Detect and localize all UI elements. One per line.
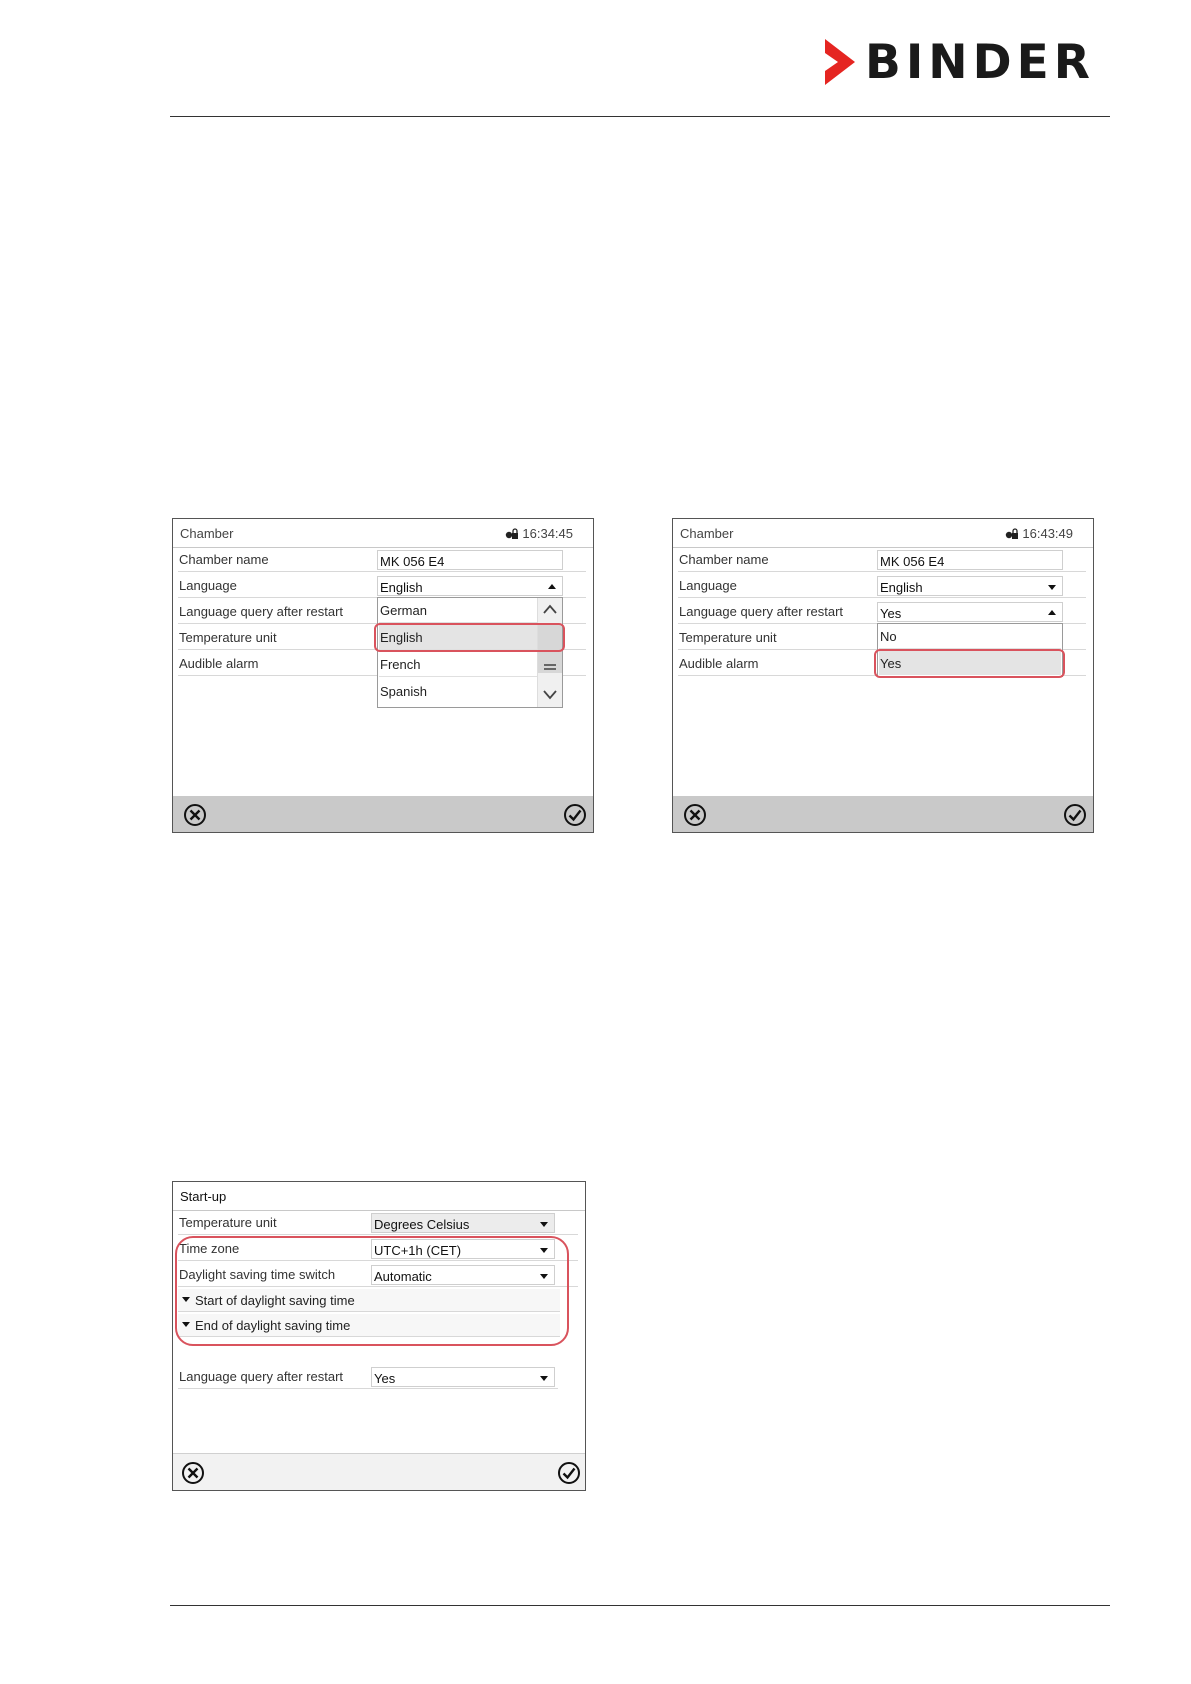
scroll-down-icon[interactable] (543, 690, 557, 700)
header-divider (170, 116, 1110, 117)
field-value: English (380, 580, 423, 595)
row-label: Temperature unit (179, 1215, 277, 1230)
cancel-icon[interactable] (181, 1461, 205, 1485)
footer-divider (170, 1605, 1110, 1606)
option-english[interactable]: English (379, 625, 537, 650)
field-value: Degrees Celsius (374, 1217, 470, 1232)
language-query-select[interactable] (877, 602, 1063, 622)
field-value: UTC+1h (CET) (374, 1243, 462, 1258)
field-value: English (880, 580, 923, 595)
screen-footer (673, 796, 1093, 832)
binder-logo (825, 34, 1095, 90)
option-no[interactable]: No (879, 624, 1061, 649)
screen-footer (173, 796, 593, 832)
row-label: Language query after restart (179, 1369, 344, 1384)
daylight-settings-highlight (175, 1236, 569, 1346)
startup-screen (172, 1181, 586, 1491)
row-label: Language (179, 578, 237, 593)
section-label: Start of daylight saving time (195, 1293, 355, 1308)
field-value: Yes (880, 606, 902, 621)
row-label: Audible alarm (679, 656, 759, 671)
language-select[interactable] (377, 576, 563, 596)
confirm-icon[interactable] (1063, 803, 1087, 827)
option-spanish[interactable]: Spanish (380, 684, 427, 699)
dropdown-arrow-icon (548, 584, 556, 589)
dropdown-scrollbar[interactable] (537, 598, 562, 707)
screen-header (673, 519, 1093, 548)
lock-icon (505, 528, 519, 540)
screen-title: Chamber (680, 526, 734, 541)
option-french[interactable]: French (379, 652, 537, 677)
cancel-icon[interactable] (183, 803, 207, 827)
language-query-select[interactable] (371, 1367, 555, 1387)
row-label: Chamber name (179, 552, 269, 567)
language-select[interactable] (877, 576, 1063, 596)
confirm-icon[interactable] (557, 1461, 581, 1485)
selection-highlight (874, 649, 1065, 678)
brand-name: BINDER (865, 34, 1095, 90)
temperature-unit-select[interactable] (371, 1213, 555, 1233)
chamber-screen-language (172, 518, 594, 833)
chamber-screen-query (672, 518, 1094, 833)
row-label: Language query after restart (179, 604, 344, 619)
screen-title: Start-up (180, 1189, 227, 1204)
field-value: Automatic (374, 1269, 432, 1284)
row-label: Temperature unit (179, 630, 277, 645)
row-label: Audible alarm (179, 656, 259, 671)
row-label: Language (679, 578, 737, 593)
clock (505, 526, 573, 541)
screen-title: Chamber (180, 526, 234, 541)
option-german[interactable]: German (379, 598, 537, 623)
dropdown-arrow-icon (1048, 585, 1056, 590)
language-dropdown-list (377, 597, 563, 708)
screen-header (173, 1182, 585, 1211)
screen-footer (173, 1453, 585, 1490)
screen-header (173, 519, 593, 548)
chamber-name-field[interactable] (877, 550, 1063, 570)
clock-time: 16:34:45 (522, 526, 573, 541)
field-value: MK 056 E4 (380, 554, 445, 569)
section-label: End of daylight saving time (195, 1318, 351, 1333)
dropdown-arrow-icon (1048, 610, 1056, 615)
dropdown-arrow-icon (540, 1376, 548, 1381)
cancel-icon[interactable] (683, 803, 707, 827)
clock-time: 16:43:49 (1022, 526, 1073, 541)
confirm-icon[interactable] (563, 803, 587, 827)
row-label: Chamber name (679, 552, 769, 567)
row-label: Time zone (179, 1241, 240, 1256)
row-label: Temperature unit (679, 630, 777, 645)
logo-arrow-icon (825, 39, 855, 85)
scroll-up-icon[interactable] (543, 604, 557, 614)
clock (1005, 526, 1073, 541)
chamber-name-field[interactable] (377, 550, 563, 570)
row-label: Language query after restart (679, 604, 844, 619)
lock-icon (1005, 528, 1019, 540)
row-label: Daylight saving time switch (179, 1267, 336, 1282)
field-value: Yes (374, 1371, 396, 1386)
field-value: MK 056 E4 (880, 554, 945, 569)
option-yes[interactable]: Yes (879, 651, 1061, 675)
dropdown-arrow-icon (540, 1222, 548, 1227)
selection-highlight (374, 623, 565, 652)
